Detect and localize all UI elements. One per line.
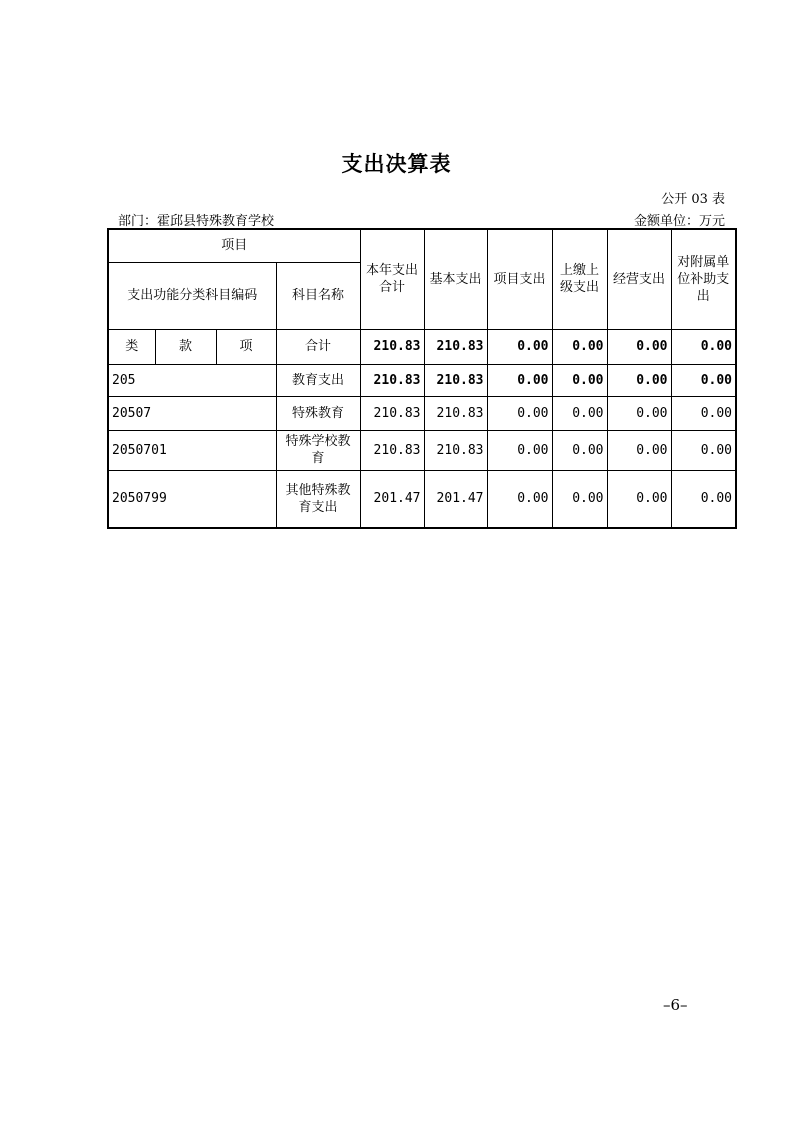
header-subsidy: 对附属单位补助支出 — [671, 229, 736, 329]
header-xiang: 项 — [216, 329, 276, 364]
row-value: 0.00 — [552, 396, 607, 430]
header-total: 本年支出合计 — [360, 229, 424, 329]
header-basic: 基本支出 — [424, 229, 487, 329]
row-value: 210.83 — [424, 364, 487, 396]
row-code: 2050799 — [108, 470, 276, 528]
header-func-code: 支出功能分类科目编码 — [108, 262, 276, 329]
page-number: –6– — [663, 996, 688, 1014]
row-value: 0.00 — [671, 430, 736, 470]
expenditure-table — [107, 228, 737, 529]
row-value: 210.83 — [424, 396, 487, 430]
total-cell: 0.00 — [671, 329, 736, 364]
row-value: 210.83 — [360, 396, 424, 430]
row-value: 0.00 — [607, 396, 671, 430]
row-value: 0.00 — [487, 430, 552, 470]
row-name: 特殊教育 — [276, 396, 360, 430]
row-value: 0.00 — [607, 430, 671, 470]
total-cell: 0.00 — [552, 329, 607, 364]
row-value: 0.00 — [671, 364, 736, 396]
row-value: 0.00 — [552, 430, 607, 470]
row-value: 0.00 — [607, 364, 671, 396]
row-value: 0.00 — [552, 470, 607, 528]
row-code: 20507 — [108, 396, 276, 430]
row-value: 210.83 — [360, 364, 424, 396]
total-cell: 0.00 — [487, 329, 552, 364]
header-project-expenditure: 项目支出 — [487, 229, 552, 329]
total-cell: 210.83 — [424, 329, 487, 364]
row-value: 210.83 — [360, 430, 424, 470]
total-cell: 210.83 — [360, 329, 424, 364]
header-operating: 经营支出 — [607, 229, 671, 329]
total-row — [108, 329, 736, 364]
header-upper-remit: 上缴上级支出 — [552, 229, 607, 329]
table-row — [108, 396, 736, 430]
row-value: 0.00 — [487, 364, 552, 396]
row-value: 0.00 — [487, 396, 552, 430]
header-project: 项目 — [108, 229, 360, 262]
total-row-name: 合计 — [276, 329, 360, 364]
row-value: 0.00 — [552, 364, 607, 396]
row-value: 0.00 — [671, 470, 736, 528]
row-value: 0.00 — [607, 470, 671, 528]
row-code: 2050701 — [108, 430, 276, 470]
row-name: 特殊学校教育 — [276, 430, 360, 470]
header-kuan: 款 — [155, 329, 216, 364]
header-subject-name: 科目名称 — [276, 262, 360, 329]
row-value: 0.00 — [671, 396, 736, 430]
amount-unit-label: 金额单位：万元 — [633, 214, 725, 229]
row-name: 其他特殊教育支出 — [276, 470, 360, 528]
table-row — [108, 364, 736, 396]
table-row — [108, 430, 736, 470]
header-lei: 类 — [108, 329, 155, 364]
header-row-1 — [108, 229, 736, 262]
row-value: 210.83 — [424, 430, 487, 470]
department-label: 部门：霍邱县特殊教育学校 — [118, 214, 275, 229]
page-title: 支出决算表 — [341, 152, 452, 176]
row-value: 201.47 — [360, 470, 424, 528]
row-name: 教育支出 — [276, 364, 360, 396]
row-value: 0.00 — [487, 470, 552, 528]
row-value: 201.47 — [424, 470, 487, 528]
public-table-label: 公开 03 表 — [661, 192, 725, 207]
total-cell: 0.00 — [607, 329, 671, 364]
row-code: 205 — [108, 364, 276, 396]
table-row — [108, 470, 736, 528]
